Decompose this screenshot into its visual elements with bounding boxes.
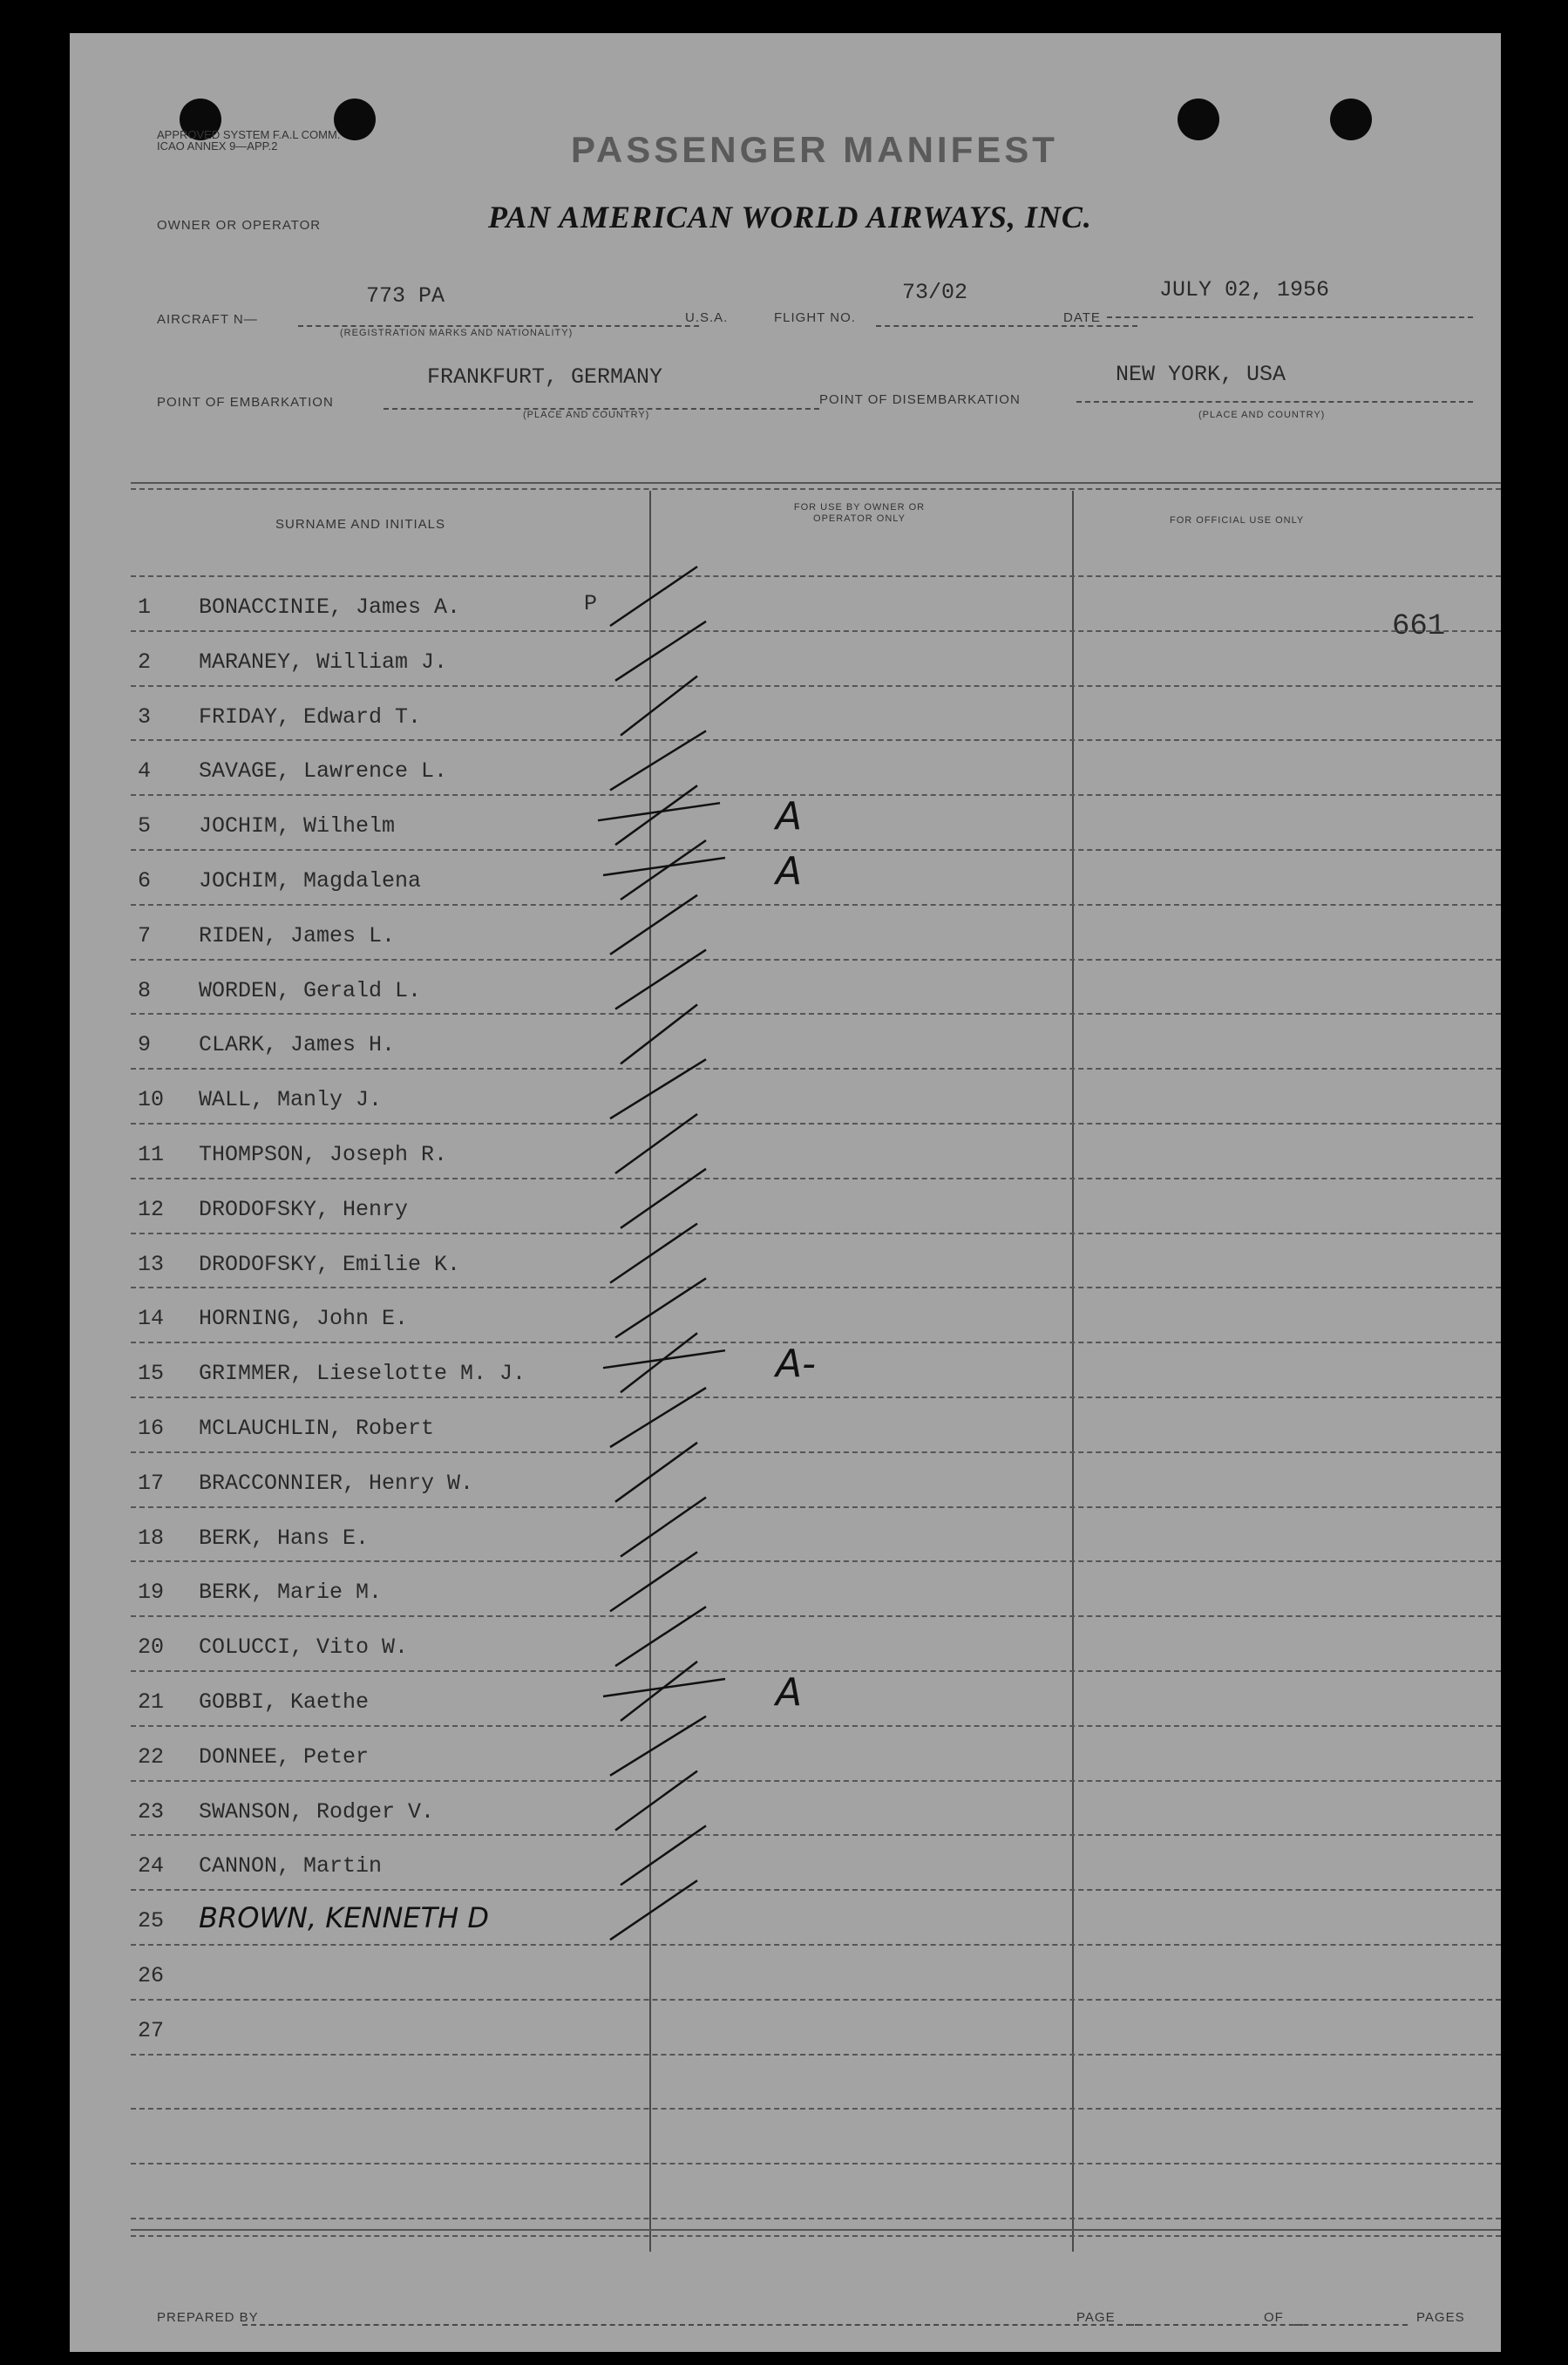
date-label: DATE bbox=[1063, 310, 1101, 325]
owner-label: OWNER OR OPERATOR bbox=[157, 218, 322, 233]
passenger-name: BERK, Marie M. bbox=[199, 1580, 383, 1606]
row-number: 13 bbox=[138, 1251, 165, 1277]
row-number: 20 bbox=[138, 1634, 165, 1661]
row-number: 15 bbox=[138, 1361, 165, 1387]
pages-label: PAGES bbox=[1416, 2310, 1465, 2325]
row-number: 27 bbox=[138, 2017, 165, 2043]
manifest-sheet bbox=[70, 33, 1501, 2352]
check-stroke bbox=[610, 1552, 697, 1611]
check-stroke bbox=[610, 567, 697, 626]
passenger-name: CLARK, James H. bbox=[199, 1032, 396, 1058]
row-number: 4 bbox=[138, 758, 152, 785]
passenger-name: JOCHIM, Wilhelm bbox=[199, 813, 396, 839]
of-label: OF bbox=[1264, 2310, 1284, 2325]
passenger-name: THOMPSON, Joseph R. bbox=[199, 1142, 448, 1167]
row-number: 26 bbox=[138, 1963, 165, 1988]
col-header-official: FOR OFFICIAL USE ONLY bbox=[1170, 515, 1305, 526]
dash-stroke bbox=[598, 803, 720, 820]
col-header-owner: FOR USE BY OWNER OR OPERATOR ONLY bbox=[793, 502, 926, 524]
check-stroke bbox=[615, 1443, 697, 1502]
embark-value: FRANKFURT, GERMANY bbox=[427, 364, 663, 390]
passenger-name: MCLAUCHLIN, Robert bbox=[199, 1416, 435, 1441]
check-stroke bbox=[610, 731, 706, 790]
prepared-label: PREPARED BY bbox=[157, 2310, 259, 2325]
check-stroke bbox=[615, 1278, 706, 1337]
passenger-name: WORDEN, Gerald L. bbox=[199, 977, 422, 1003]
passenger-name: BROWN, KENNETH D bbox=[199, 1901, 490, 1935]
registration-caption: (REGISTRATION MARKS AND NATIONALITY) bbox=[340, 328, 574, 338]
check-stroke bbox=[615, 950, 706, 1009]
row-number: 17 bbox=[138, 1470, 165, 1496]
row-number: 6 bbox=[138, 868, 152, 894]
aircraft-value: 773 PA bbox=[366, 283, 445, 309]
operator-name: PAN AMERICAN WORLD AIRWAYS, INC. bbox=[488, 200, 1092, 234]
row-number: 19 bbox=[138, 1580, 165, 1606]
check-stroke bbox=[610, 1388, 706, 1447]
check-stroke bbox=[615, 1114, 697, 1173]
passenger-name: BERK, Hans E. bbox=[199, 1525, 370, 1551]
row-number: 2 bbox=[138, 649, 152, 675]
approval-note: APPROVED SYSTEM F.A.L COMM. ICAO ANNEX 9—APP.2 bbox=[157, 128, 341, 153]
passenger-name: JOCHIM, Magdalena bbox=[199, 868, 422, 894]
row-number: 11 bbox=[138, 1142, 165, 1167]
row-number: 25 bbox=[138, 1908, 165, 1934]
check-stroke bbox=[615, 1771, 697, 1831]
official-number: 661 bbox=[1392, 610, 1446, 643]
col-header-names: SURNAME AND INITIALS bbox=[275, 517, 446, 532]
row-number: 16 bbox=[138, 1416, 165, 1441]
date-value: JULY 02, 1956 bbox=[1159, 277, 1330, 302]
aircraft-label: AIRCRAFT N— bbox=[157, 312, 258, 327]
check-stroke bbox=[610, 1716, 706, 1776]
passenger-name: MARANEY, William J. bbox=[199, 649, 448, 675]
row-number: 7 bbox=[138, 922, 152, 948]
flight-value: 73/02 bbox=[902, 280, 968, 305]
check-stroke bbox=[621, 1004, 697, 1064]
handwritten-mark: A bbox=[776, 1670, 803, 1715]
row-number: 12 bbox=[138, 1196, 165, 1222]
disembark-caption: (PLACE AND COUNTRY) bbox=[1198, 410, 1326, 420]
dash-stroke bbox=[603, 858, 725, 875]
passenger-name: RIDEN, James L. bbox=[199, 922, 396, 948]
check-stroke bbox=[621, 1169, 706, 1228]
passenger-name: BRACCONNIER, Henry W. bbox=[199, 1470, 474, 1496]
check-stroke bbox=[621, 1498, 706, 1557]
passenger-name: BONACCINIE, James A. bbox=[199, 595, 461, 620]
check-stroke bbox=[615, 622, 706, 681]
check-stroke bbox=[610, 1880, 697, 1940]
check-stroke bbox=[610, 1224, 697, 1283]
check-stroke bbox=[621, 676, 697, 736]
row-number: 3 bbox=[138, 703, 152, 730]
check-stroke bbox=[610, 1059, 706, 1118]
passenger-name: DRODOFSKY, Emilie K. bbox=[199, 1251, 461, 1277]
embark-caption: (PLACE AND COUNTRY) bbox=[523, 410, 650, 420]
passenger-name: HORNING, John E. bbox=[199, 1306, 409, 1332]
passenger-name: COLUCCI, Vito W. bbox=[199, 1634, 409, 1661]
handwritten-mark: A bbox=[776, 849, 803, 894]
dash-stroke bbox=[603, 1350, 725, 1368]
disembark-label: POINT OF DISEMBARKATION bbox=[819, 392, 1021, 407]
check-stroke bbox=[621, 1825, 706, 1885]
passenger-name: FRIDAY, Edward T. bbox=[199, 703, 422, 730]
passenger-name: DONNEE, Peter bbox=[199, 1743, 370, 1770]
passenger-name: GOBBI, Kaethe bbox=[199, 1689, 370, 1715]
dash-stroke bbox=[603, 1679, 725, 1696]
passenger-name: CANNON, Martin bbox=[199, 1853, 383, 1879]
row-number: 21 bbox=[138, 1689, 165, 1715]
row-number: 24 bbox=[138, 1853, 165, 1879]
flight-label: FLIGHT NO. bbox=[774, 310, 856, 325]
disembark-value: NEW YORK, USA bbox=[1116, 362, 1286, 387]
row-number: 9 bbox=[138, 1032, 152, 1058]
form-title: PASSENGER MANIFEST bbox=[571, 129, 1058, 170]
passenger-name: SAVAGE, Lawrence L. bbox=[199, 758, 448, 785]
row-number: 1 bbox=[138, 595, 152, 620]
row-number: 8 bbox=[138, 977, 152, 1003]
usa-label: U.S.A. bbox=[685, 310, 729, 325]
embark-label: POINT OF EMBARKATION bbox=[157, 395, 334, 410]
row-number: 23 bbox=[138, 1798, 165, 1825]
tick-marks bbox=[70, 33, 1501, 2352]
passenger-name: SWANSON, Rodger V. bbox=[199, 1798, 435, 1825]
passenger-note: P bbox=[584, 591, 598, 616]
row-number: 10 bbox=[138, 1087, 165, 1113]
row-number: 5 bbox=[138, 813, 152, 839]
check-stroke bbox=[615, 1607, 706, 1666]
handwritten-mark: A bbox=[776, 794, 803, 839]
passenger-name: GRIMMER, Lieselotte M. J. bbox=[199, 1361, 526, 1387]
handwritten-mark: A- bbox=[776, 1342, 816, 1387]
row-number: 18 bbox=[138, 1525, 165, 1551]
row-number: 14 bbox=[138, 1306, 165, 1332]
passenger-name: DRODOFSKY, Henry bbox=[199, 1196, 409, 1222]
passenger-name: WALL, Manly J. bbox=[199, 1087, 383, 1113]
page-label: PAGE bbox=[1076, 2310, 1116, 2325]
check-stroke bbox=[610, 895, 697, 955]
row-number: 22 bbox=[138, 1743, 165, 1770]
